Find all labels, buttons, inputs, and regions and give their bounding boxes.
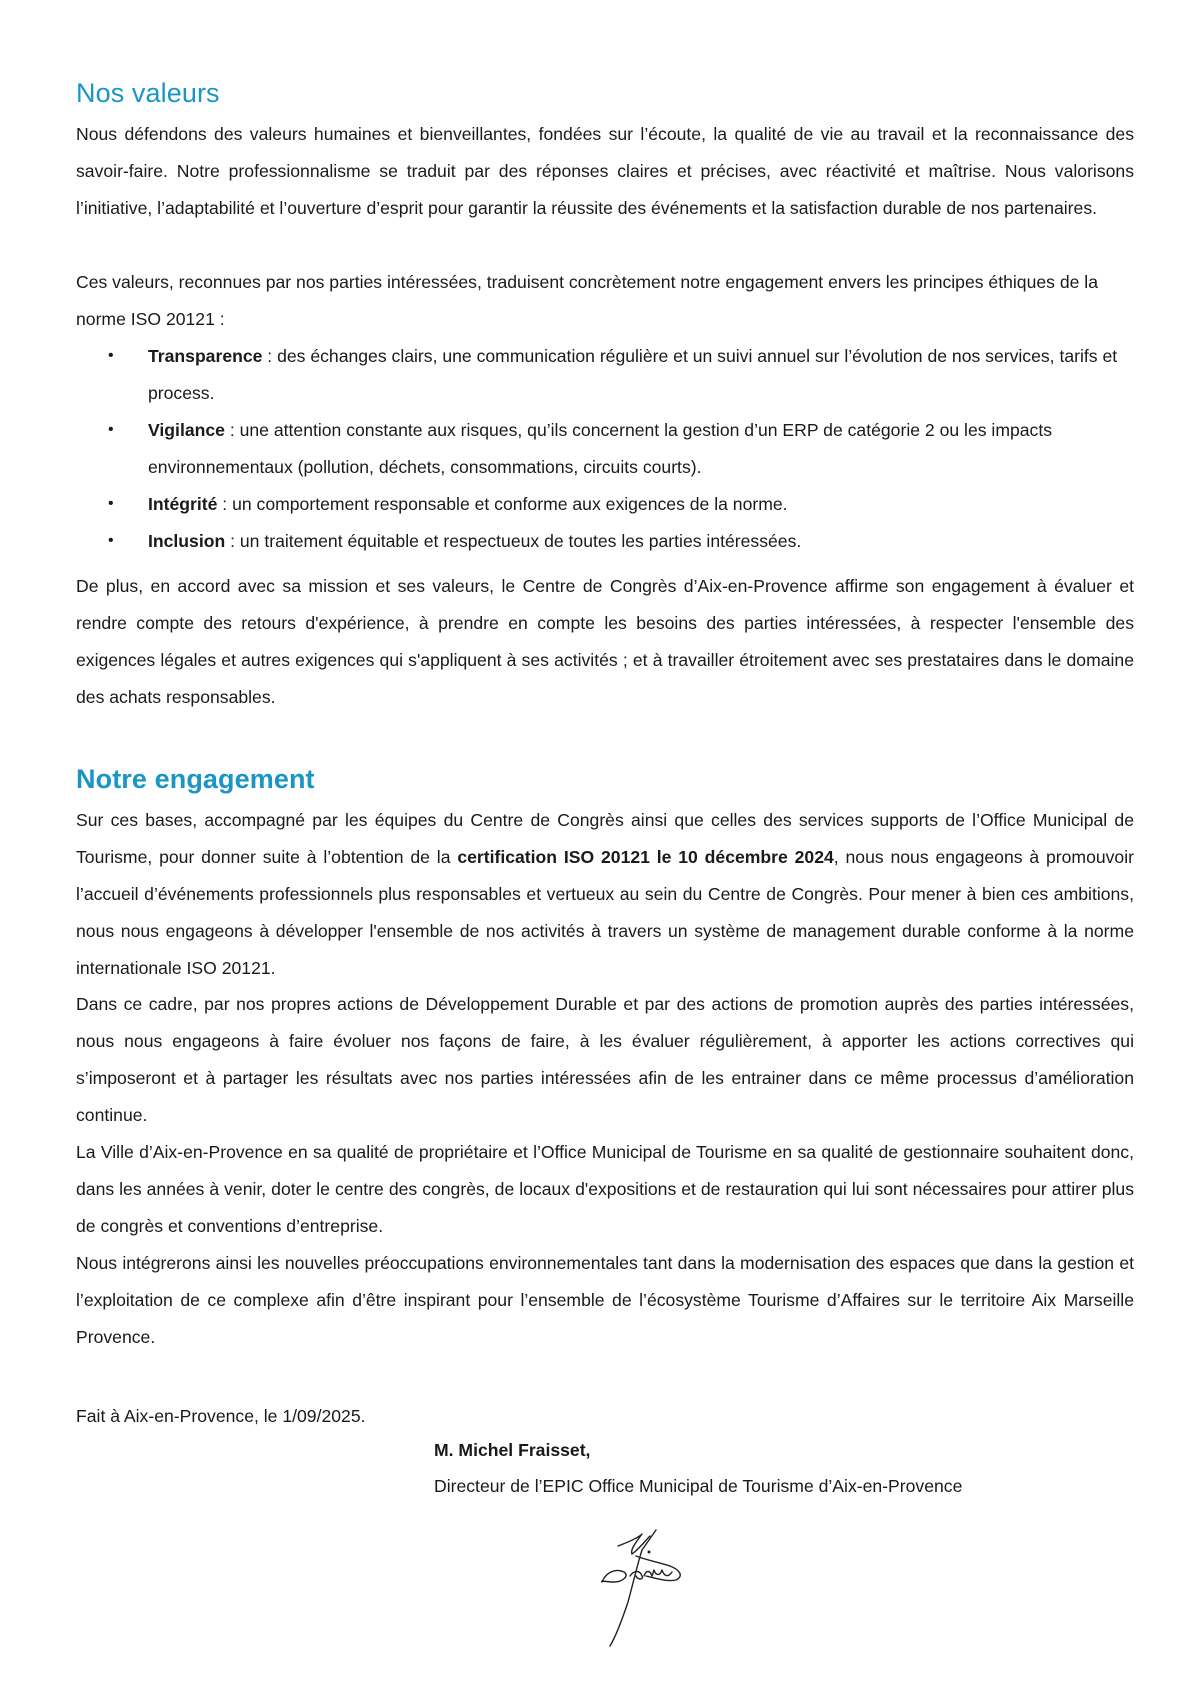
bullet-term: Transparence (148, 346, 263, 366)
engagement-paragraph-2: Dans ce cadre, par nos propres actions de Développement Durable et par des actions de promotion auprès des parties intéressées, nous nous engageons à faire évoluer nos façons de faire, à les évaluer régulièrement, à apporter les actions correctives qui s’imposeront et à partager les résultats avec nos parties intéressées afin de les entrainer dans ce même processus d’amélioration continue. (76, 994, 1134, 1125)
values-closing-paragraph: De plus, en accord avec sa mission et ses valeurs, le Centre de Congrès d’Aix-en-Provence affirme son engagement à évaluer et rendre compte des retours d'expérience, à prendre en compte les besoins des parties intéressées, à respecter l'ensemble des exigences légales et autres exigences qui s'appliquent à ses activités ; et à travailler étroitement avec ses prestataires dans le domaine des achats responsables. (76, 576, 1134, 707)
bullet-icon: • (108, 494, 114, 512)
engagement-paragraph-4: Nous intégrerons ainsi les nouvelles préoccupations environnementales tant dans la modernisation des espaces que dans la gestion et l’exploitation de ce complexe afin d’être inspirant pour l’ensemble de l’écosystème Tourisme d’Affaires sur le territoire Aix Marseille Provence. (76, 1253, 1134, 1347)
handwritten-signature-icon (546, 1510, 746, 1660)
section-title-engagement: Notre engagement (76, 764, 315, 794)
bullet-item-integrite (76, 486, 1134, 523)
bullet-term: Vigilance (148, 419, 225, 440)
engagement-paragraph-3: La Ville d’Aix-en-Provence en sa qualité de propriétaire et l’Office Municipal de Tourisme en sa qualité de gestionnaire souhaitent donc, dans les années à venir, doter le centre des congrès, de locaux d'expositions et de restauration qui lui sont nécessaires pour attirer plus de congrès et conventions d’entreprise. (76, 1142, 1134, 1236)
bullet-text: : une attention constante aux risques, qu’ils concernent la gestion d’un ERP de catégorie 2 ou les impacts environnementaux (pollution, déchets, consommations, circuits courts). (148, 419, 1053, 477)
certification-highlight: certification ISO 20121 le 10 décembre 2024 (457, 846, 834, 867)
signatory-title: Directeur de l’EPIC Office Municipal de Tourisme d’Aix-en-Provence (434, 1476, 963, 1496)
bullet-item-inclusion (76, 523, 1134, 560)
place-date: Fait à Aix-en-Provence, le 1/09/2025. (76, 1406, 366, 1426)
bullet-text: : des échanges clairs, une communication régulière et un suivi annuel sur l’évolution de nos services, tarifs et process. (148, 346, 1118, 403)
values-lead-paragraph: Ces valeurs, reconnues par nos parties intéressées, traduisent concrètement notre engagement envers les principes éthiques de la norme ISO 20121 : (76, 272, 1098, 329)
bullet-icon: • (108, 420, 114, 438)
bullet-term: Inclusion (148, 530, 226, 551)
engagement-p1-text: Sur ces bases, accompagné par les équipes du Centre de Congrès ainsi que celles des services supports de l’Office Municipal de Tourisme, pour donner suite à l’obtention de la (76, 810, 1134, 867)
values-bullet-list (76, 338, 1134, 559)
bullet-item-vigilance (76, 412, 1134, 486)
bullet-text: : un traitement équitable et respectueux de toutes les parties intéressées. (225, 530, 802, 551)
section-title-values: Nos valeurs (76, 78, 220, 108)
bullet-text: : un comportement responsable et conforme aux exigences de la norme. (217, 493, 788, 514)
values-intro-paragraph: Nous défendons des valeurs humaines et bienveillantes, fondées sur l’écoute, la qualité de vie au travail et la reconnaissance des savoir-faire. Notre professionnalisme se traduit par des réponses claires et précises, avec réactivité et maîtrise. Nous valorisons l’initiative, l’adaptabilité et l’ouverture d’esprit pour garantir la réussite des événements et la satisfaction durable de nos partenaires. (76, 124, 1134, 218)
signatory-name: M. Michel Fraisset, (434, 1440, 591, 1460)
engagement-paragraph-1 (76, 802, 1134, 987)
engagement-p1-text-end: , nous nous engageons à promouvoir l’accueil d’événements professionnels plus responsables et vertueux au sein du Centre de Congrès. Pour mener à bien ces ambitions, nous nous engageons à développer l'ensemble de nos activités à travers un système de management durable conforme à la norme internationale ISO 20121. (76, 846, 1134, 978)
bullet-icon: • (108, 347, 114, 364)
bullet-icon: • (108, 531, 114, 549)
bullet-term: Intégrité (148, 493, 218, 514)
bullet-item-transparence (76, 338, 1134, 412)
